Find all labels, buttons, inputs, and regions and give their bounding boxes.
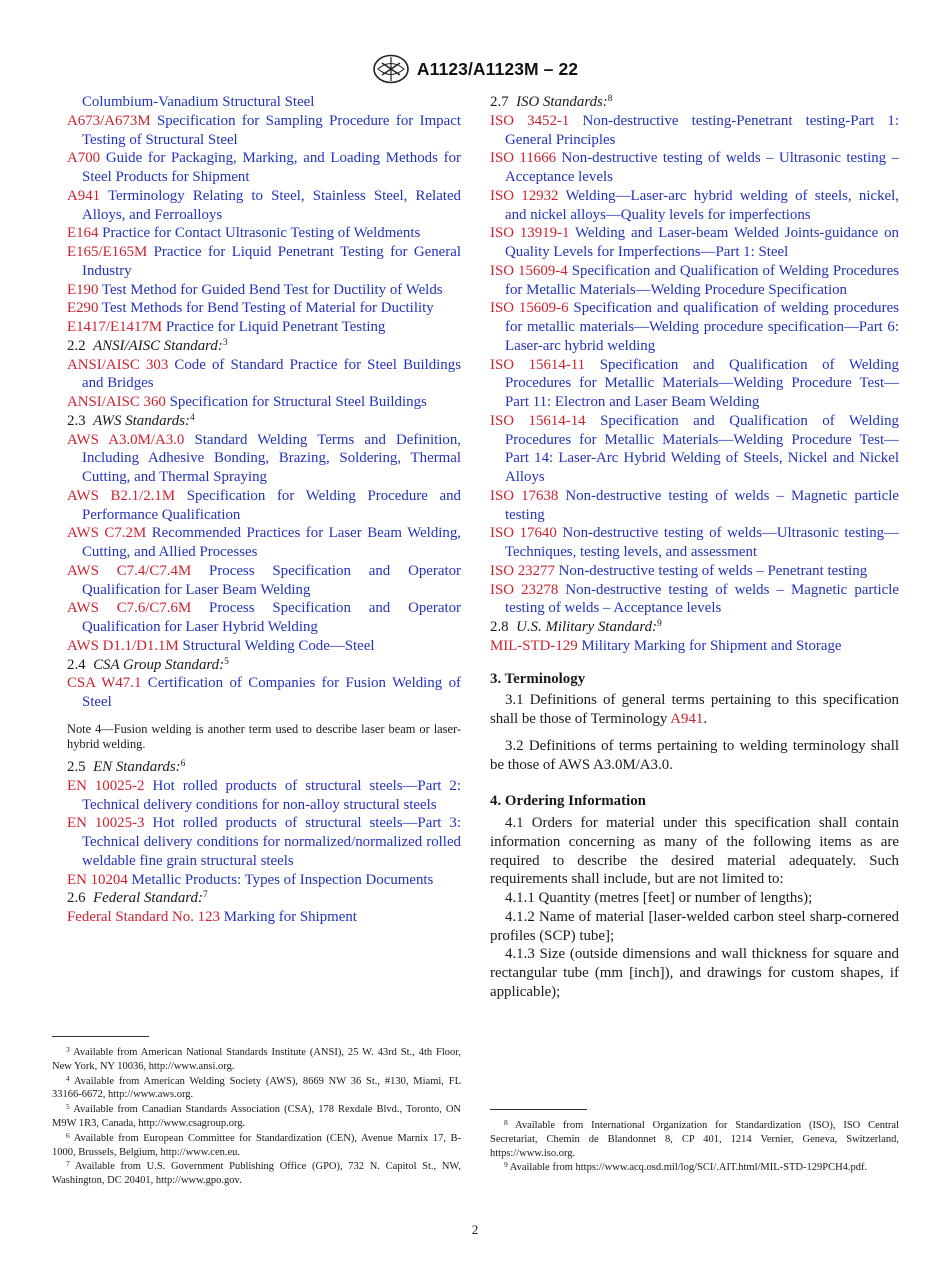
reference-entry: [67, 908, 461, 927]
reference-title[interactable]: Non-destructive testing of welds – Ultrasonic testing – Acceptance levels: [505, 150, 900, 185]
reference-entry: [490, 562, 899, 581]
reference-code-link[interactable]: A700: [67, 150, 101, 167]
section-number: 2.3: [67, 412, 86, 429]
reference-code-link[interactable]: ANSI/AISC 360: [67, 394, 166, 410]
reference-entry: [490, 524, 899, 562]
section-label: AWS Standards:: [93, 412, 190, 429]
reference-code-link[interactable]: AWS C7.2M: [67, 525, 147, 542]
reference-code-link[interactable]: ISO 15609-4: [490, 262, 568, 279]
iso-reference-list: [490, 112, 899, 618]
reference-entry: [67, 93, 461, 112]
reference-title[interactable]: Hot rolled products of structural steels—Part 3: Technical delivery conditions for normalized/normalized rolled weldable fine grain structural steels: [82, 815, 461, 869]
reference-title[interactable]: Non-destructive testing of welds – Penetrant testing: [554, 562, 868, 579]
reference-code-link[interactable]: ISO 15609-6: [490, 300, 569, 317]
paragraph-4-1: 4.1 Orders for material under this specification shall contain information concerning as many of the following items as are required to describe the desired material adequately. Such requirements shall include, but are not limited to:: [490, 815, 899, 888]
reference-title[interactable]: Recommended Practices for Laser Beam Welding, Cutting, and Allied Processes: [82, 525, 462, 560]
reference-title[interactable]: Military Marking for Shipment and Storage: [577, 637, 842, 654]
section-number: 2.8: [490, 619, 509, 635]
note-label: Note 4: [67, 721, 102, 736]
section-number: 2.5: [67, 759, 86, 776]
reference-title[interactable]: Welding—Laser-arc hybrid welding of steels, nickel, and nickel alloys—Quality levels for imperfections: [505, 187, 899, 223]
reference-title[interactable]: Specification and qualification of welding procedures for metallic materials—Welding procedure specification—Part 6: Laser-arc hybrid welding: [505, 300, 899, 354]
footnote: [490, 1119, 899, 1160]
csa-reference-list: [67, 674, 461, 712]
section-2-4: [67, 656, 461, 675]
reference-entry: [67, 281, 461, 300]
section-label: EN Standards:: [93, 759, 181, 776]
paragraph-3-2: 3.2 Definitions of terms pertaining to welding terminology shall be those of AWS A3.0M/A3.0.: [490, 737, 899, 773]
reference-entry: [67, 674, 461, 712]
reference-entry: [67, 487, 461, 525]
section-label: Federal Standard:: [93, 890, 203, 907]
reference-title[interactable]: Test Method for Guided Bend Test for Ductility of Welds: [98, 281, 443, 298]
reference-entry: [67, 112, 461, 150]
en-reference-list: [67, 777, 461, 890]
reference-entry: [490, 356, 899, 412]
section-label: ISO Standards:: [516, 94, 608, 110]
reference-code-link[interactable]: AWS D1.1/D1.1M: [67, 637, 179, 654]
footnote: [52, 1103, 461, 1131]
reference-code-link[interactable]: ISO 15614-11: [490, 356, 586, 373]
reference-code-link[interactable]: ISO 12932: [490, 187, 559, 204]
document-designation: A1123/A1123M – 22: [416, 58, 579, 79]
footnote: [52, 1075, 461, 1103]
reference-code-link[interactable]: ISO 17638: [490, 487, 559, 504]
reference-title[interactable]: Process Specification and Operator Qualification for Laser Beam Welding: [82, 562, 461, 598]
page-header: [0, 52, 950, 86]
paragraph-text: .: [703, 711, 708, 727]
footnote: [52, 1160, 461, 1188]
footnote-divider-left: [52, 1036, 149, 1037]
reference-code-link[interactable]: EN 10025-2: [67, 777, 145, 794]
reference-title[interactable]: Standard Welding Terms and Definition, Including Adhesive Bonding, Brazing, Soldering, Thermal Cutting, and Thermal Spraying: [82, 431, 461, 485]
reference-code-link[interactable]: E165/E165M: [67, 244, 148, 260]
reference-code-link[interactable]: ISO 15614-14: [490, 412, 586, 429]
reference-entry: [490, 299, 899, 355]
reference-title[interactable]: Guide for Packaging, Marking, and Loading Methods for Steel Products for Shipment: [82, 150, 461, 185]
footnote-text: Available from European Committee for Standardization (CEN), Avenue Marnix 17, B-1000, Brussels, Belgium, http://www.cen.eu.: [52, 1132, 461, 1158]
astm-logo-icon: [372, 54, 410, 84]
footnote-text: Available from Canadian Standards Association (CSA), 178 Rexdale Blvd., Toronto, ON M9W 1R3, Canada, http://www.csagroup.org.: [52, 1104, 461, 1129]
footnote-text: Available from U.S. Government Publishing Office (GPO), 732 N. Capitol St., NW, Washington, DC 20401, http://www.gpo.gov.: [52, 1161, 461, 1187]
footnote-number: 6: [66, 1130, 70, 1140]
reference-entry: [67, 356, 461, 394]
section-label: U.S. Military Standard:: [516, 619, 657, 635]
reference-code-link[interactable]: ISO 3452-1: [490, 112, 570, 129]
reference-code-link[interactable]: ISO 13919-1: [490, 225, 570, 242]
footnote-number: 7: [66, 1159, 70, 1169]
reference-code-link[interactable]: AWS C7.6/C7.6M: [67, 600, 192, 617]
reference-title[interactable]: Specification and Qualification of Welding Procedures for Metallic Materials—Welding Procedure Specification: [505, 262, 899, 298]
section-number: 2.4: [67, 656, 86, 673]
reference-code-link[interactable]: Federal Standard No. 123: [67, 909, 221, 926]
reference-title[interactable]: Code of Standard Practice for Steel Buildings and Bridges: [82, 356, 461, 392]
footnote-marker[interactable]: 5: [224, 656, 229, 667]
reference-code-link[interactable]: ANSI/AISC 303: [67, 356, 169, 373]
paragraph-4-1-3: 4.1.3 Size (outside dimensions and wall thickness for square and rectangular tube (mm [inch]), and drawings for custom shapes, if applicable);: [490, 946, 899, 1000]
footnote-number: 4: [66, 1073, 70, 1083]
footnote: [52, 1046, 461, 1074]
footnote-number: 5: [66, 1102, 70, 1112]
reference-entry: [67, 299, 461, 318]
footnote-text: Available from International Organization for Standardization (ISO), ISO Central Secretariat, Chemin de Blandonnet 8, CP 401, 1214 Vernier, Geneva, Switzerland, https://www.iso.org.: [490, 1120, 899, 1159]
reference-entry: [490, 637, 899, 656]
footnote-marker[interactable]: 6: [180, 759, 186, 770]
reference-title[interactable]: Hot rolled products of structural steels—Part 2: Technical delivery conditions for non-alloy structural steels: [82, 777, 461, 813]
reference-code-link[interactable]: AWS B2.1/2.1M: [67, 487, 176, 504]
reference-title[interactable]: Specification and Qualification of Welding Procedures for Metallic Materials—Welding Procedure Test— Part 11: Electron and Laser Beam Welding: [505, 356, 899, 410]
reference-code-link[interactable]: E190: [67, 281, 99, 298]
reference-entry: [490, 487, 899, 525]
reference-code-link[interactable]: AWS C7.4/C7.4M: [67, 562, 192, 579]
footnote-marker[interactable]: 4: [190, 412, 195, 423]
reference-title[interactable]: Terminology Relating to Steel, Stainless Steel, Related Alloys, and Ferroalloys: [82, 187, 461, 223]
reference-code-link[interactable]: CSA W47.1: [67, 675, 142, 692]
section-2-7: [490, 93, 899, 112]
footnote-marker[interactable]: 9: [656, 619, 662, 629]
footnote: [490, 1161, 899, 1175]
reference-code-link[interactable]: EN 10025-3: [67, 815, 145, 832]
reference-entry: [67, 149, 461, 187]
reference-title[interactable]: Non-destructive testing of welds – Magnetic particle testing of welds – Acceptance levels: [505, 581, 899, 617]
section-number: 2.2: [67, 337, 86, 354]
note-4: [67, 722, 461, 752]
footnotes-right: [490, 1119, 899, 1176]
left-column: [67, 93, 461, 927]
reference-title[interactable]: Non-destructive testing of welds – Magnetic particle testing: [505, 487, 899, 523]
reference-title[interactable]: Columbium-Vanadium Structural Steel: [82, 94, 315, 110]
reference-entry: [67, 777, 461, 815]
reference-entry: [67, 393, 461, 412]
paragraph-4-1-2: 4.1.2 Name of material [laser-welded carbon steel sharp-cornered profiles (SCP) tube];: [490, 908, 899, 944]
section-2-2: [67, 337, 461, 356]
right-column: [490, 93, 899, 1002]
military-reference-list: [490, 637, 899, 656]
reference-code-link[interactable]: EN 10204: [67, 871, 128, 888]
reference-title[interactable]: Practice for Liquid Penetrant Testing for General Industry: [82, 244, 461, 279]
section-number: 2.7: [490, 94, 509, 110]
reference-entry: [490, 224, 899, 262]
section-2-6: [67, 889, 461, 908]
astm-reference-list-continued: [67, 93, 461, 337]
reference-code-link[interactable]: A673/A673M: [67, 112, 151, 129]
reference-title[interactable]: Welding and Laser-beam Welded Joints-guidance on Quality Levels for Imperfections—Part 1: Steel: [505, 225, 899, 260]
a941-link[interactable]: A941: [670, 711, 704, 727]
footnote-number: 8: [504, 1118, 508, 1127]
reference-title[interactable]: Specification and Qualification of Welding Procedures for Metallic Materials—Welding Procedure Test— Part 14: Laser-Arc Hybrid Welding of Steels, Nickel and Nickel Alloys: [505, 412, 900, 485]
footnote-marker[interactable]: 8: [607, 94, 613, 104]
reference-title[interactable]: Marking for Shipment: [220, 909, 357, 926]
section-2-5: [67, 758, 461, 777]
footnote-text: Available from American National Standards Institute (ANSI), 25 W. 43rd St., 4th Floor, New York, NY 10036, http://www.ansi.org.: [52, 1047, 461, 1072]
federal-reference-list: [67, 908, 461, 927]
reference-code-link[interactable]: ISO 23278: [490, 581, 559, 598]
footnote: [52, 1132, 461, 1160]
footnote-marker[interactable]: 3: [222, 337, 228, 348]
reference-entry: [67, 599, 461, 637]
paragraph-4-1-1: 4.1.1 Quantity (metres [feet] or number of lengths);: [505, 890, 813, 906]
reference-entry: [67, 431, 461, 487]
footnote-divider-right: [490, 1109, 587, 1110]
page-number: 2: [471, 1222, 479, 1237]
reference-entry: [67, 871, 461, 890]
footnote-text: Available from https://www.acq.osd.mil/log/SCI/.AIT.html/MIL-STD-129PCH4.pdf.: [507, 1162, 868, 1174]
paragraph-text: 3.1 Definitions of general terms pertaining to this specification shall be those of Terminology: [490, 692, 899, 727]
reference-title[interactable]: Specification for Structural Steel Buildings: [165, 394, 427, 410]
reference-code-link[interactable]: AWS A3.0M/A3.0: [67, 431, 185, 448]
reference-entry: [490, 112, 899, 150]
reference-entry: [67, 318, 461, 337]
reference-entry: [490, 262, 899, 300]
reference-title[interactable]: Structural Welding Code—Steel: [178, 637, 375, 654]
ordering-heading: 4. Ordering Information: [490, 793, 646, 810]
aws-reference-list: [67, 431, 461, 656]
footnote-text: Available from American Welding Society (AWS), 8669 NW 36 St., #130, Miami, FL 33166-6672, http://www.aws.org.: [52, 1075, 461, 1101]
reference-title[interactable]: Specification for Welding Procedure and Performance Qualification: [82, 487, 461, 523]
reference-code-link[interactable]: E164: [67, 225, 99, 242]
section-label: ANSI/AISC Standard:: [93, 337, 223, 354]
footnote-marker[interactable]: 7: [202, 890, 208, 901]
note-text: —Fusion welding is another term used to describe laser beam or laser-hybrid welding.: [67, 721, 461, 751]
reference-entry: [67, 243, 461, 281]
reference-title[interactable]: Non-destructive testing of welds—Ultrasonic testing—Techniques, testing levels, and assessment: [505, 525, 899, 560]
reference-entry: [67, 187, 461, 225]
reference-title[interactable]: Process Specification and Operator Qualification for Laser Hybrid Welding: [82, 600, 461, 635]
reference-title[interactable]: Non-destructive testing-Penetrant testing-Part 1: General Principles: [505, 112, 900, 148]
reference-entry: [67, 814, 461, 870]
reference-code-link[interactable]: E1417/E1417M: [67, 319, 163, 335]
reference-title[interactable]: Specification for Sampling Procedure for Impact Testing of Structural Steel: [82, 112, 461, 148]
reference-entry: [490, 412, 899, 487]
reference-title[interactable]: Certification of Companies for Fusion Welding of Steel: [82, 675, 462, 710]
ansi-reference-list: [67, 356, 461, 412]
reference-entry: [67, 224, 461, 243]
footnote-number: 9: [504, 1160, 508, 1170]
reference-code-link[interactable]: ISO 17640: [490, 525, 557, 542]
reference-title[interactable]: Practice for Liquid Penetrant Testing: [162, 319, 386, 335]
reference-code-link[interactable]: MIL-STD-129: [490, 637, 578, 654]
reference-title[interactable]: Test Methods for Bend Testing of Material for Ductility: [98, 300, 434, 317]
reference-code-link[interactable]: E290: [67, 300, 99, 317]
section-2-3: [67, 412, 461, 431]
reference-entry: [67, 524, 461, 562]
terminology-heading: 3. Terminology: [490, 670, 586, 687]
paragraph-3-1: [490, 691, 899, 729]
reference-title[interactable]: Practice for Contact Ultrasonic Testing of Weldments: [98, 225, 421, 242]
footnotes-left: [52, 1046, 461, 1189]
section-2-8: [490, 618, 899, 637]
section-label: CSA Group Standard:: [93, 656, 225, 673]
footnote-number: 3: [66, 1045, 70, 1054]
reference-entry: [490, 149, 899, 187]
reference-entry: [67, 637, 461, 656]
reference-title[interactable]: Metallic Products: Types of Inspection Documents: [127, 871, 434, 888]
reference-code-link[interactable]: ISO 11666: [490, 150, 557, 167]
reference-entry: [67, 562, 461, 600]
reference-entry: [490, 187, 899, 225]
section-number: 2.6: [67, 890, 86, 907]
reference-code-link[interactable]: ISO 23277: [490, 562, 555, 579]
reference-entry: [490, 581, 899, 619]
reference-code-link[interactable]: A941: [67, 187, 101, 204]
